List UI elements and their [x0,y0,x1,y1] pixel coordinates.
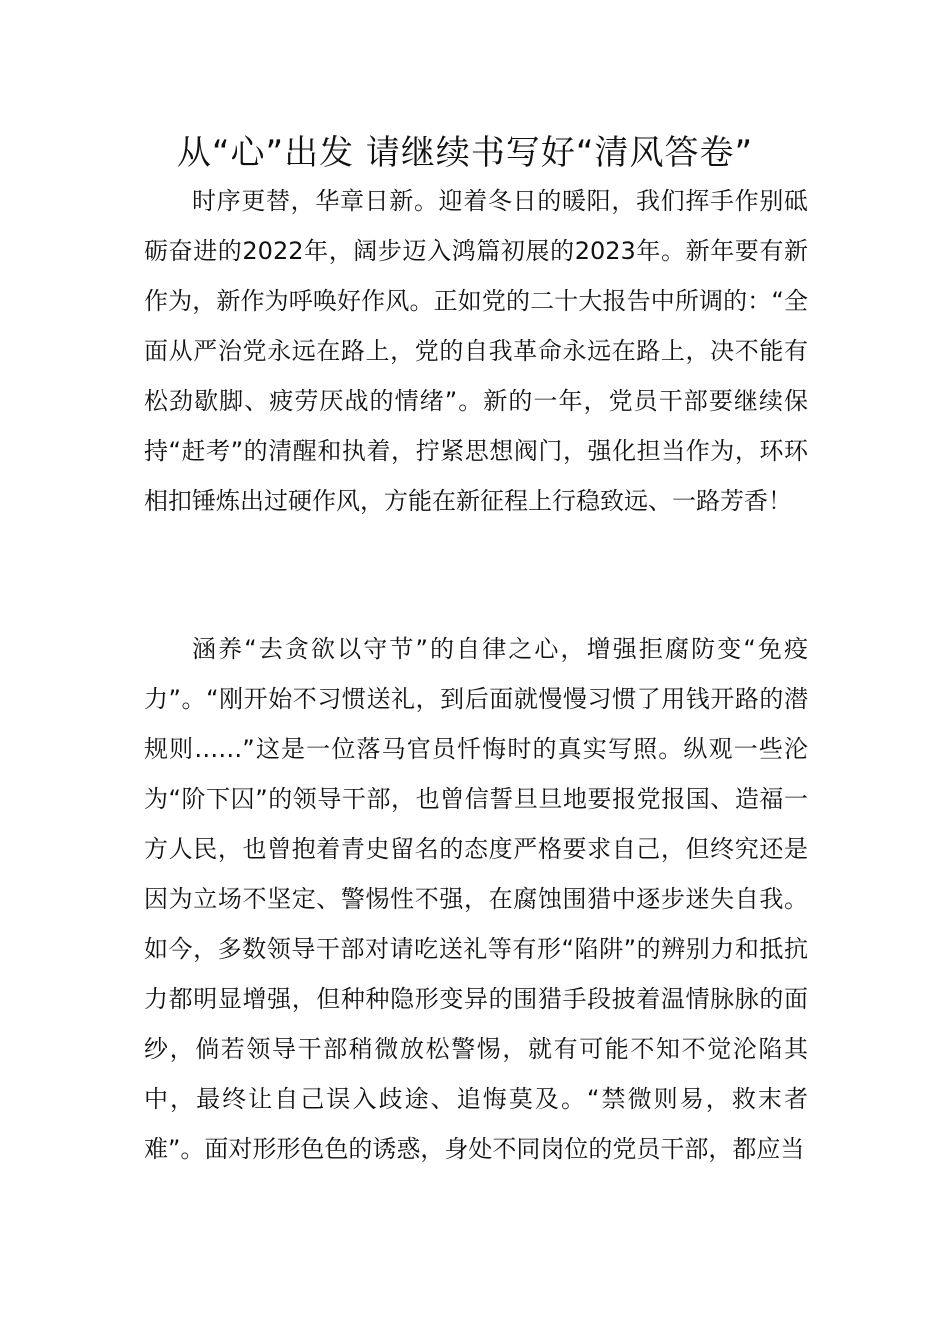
paragraph-text: 时序更替，华章日新。迎着冬日的暖阳，我们挥手作别砥砺奋进的2022年，阔步迈入鸿篇初展的2023年。新年要有新作为，新作为呼唤好作风。正如党的二十大报告中所调的：“全面从严治党永远在路上，党的自我革命永远在路上，决不能有松劲歇脚、疲劳厌战的情绪”。新的一年，党员干部要继续保持“赶考”的清醒和执着，拧紧思想阀门，强化担当作为，环环相扣锤炼出过硬作风，方能在新征程上行稳致远、一路芳香！ [144,187,808,515]
document-body-paragraph-2 [144,624,808,1174]
document-body-paragraph-1 [144,176,808,526]
paragraph-text: 涵养“去贪欲以守节”的自律之心，增强拒腐防变“免疫力”。“刚开始不习惯送礼，到后面就慢慢习惯了用钱开路的潜规则……”这是一位落马官员忏悔时的真实写照。纵观一些沦为“阶下囚”的领导干部，也曾信誓旦旦地要报党报国、造福一方人民，也曾抱着青史留名的态度严格要求自己，但终究还是因为立场不坚定、警惕性不强，在腐蚀围猎中逐步迷失自我。如今，多数领导干部对请吃送礼等有形“陷阱”的辨别力和抵抗力都明显增强，但种种隐形变异的围猎手段披着温情脉脉的面纱，倘若领导干部稍微放松警惕，就有可能不知不觉沦陷其中，最终让自己误入歧途、追悔莫及。“禁微则易，救末者难”。面对形形色色的诱惑，身处不同岗位的党员干部，都应当 [144,635,808,1163]
document-title: 从“心”出发 请继续书写好“清风答卷” [176,133,754,173]
